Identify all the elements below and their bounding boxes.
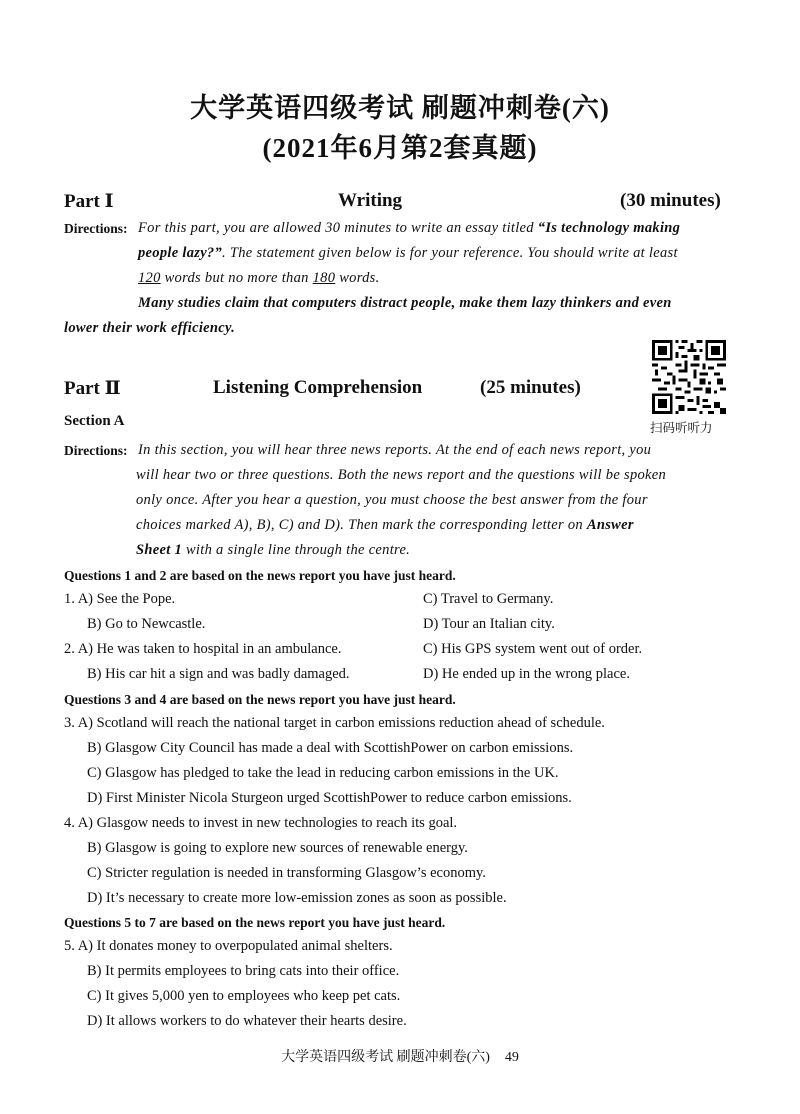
page-number: 49 (504, 1050, 519, 1065)
part1-time: (30 minutes) (620, 190, 721, 211)
part1-directions-line1: For this part, you are allowed 30 minutes to write an essay titled “Is technology making (138, 220, 681, 236)
q2-option-c: C) His GPS system went out of order. (423, 641, 643, 657)
part1-directions-label: Directions: (64, 221, 128, 236)
q4-option-c: C) Stricter regulation is needed in transforming Glasgow’s economy. (87, 865, 486, 881)
q3-option-c: C) Glasgow has pledged to take the lead in reducing carbon emissions in the UK. (87, 765, 559, 781)
page-title: 大学英语四级考试 刷题冲刺卷(六) (190, 93, 610, 123)
page-subtitle: (2021年6月第2套真题) (262, 133, 538, 163)
q4-option-b: B) Glasgow is going to explore new sources of renewable energy. (87, 840, 468, 856)
q3-option-b: B) Glasgow City Council has made a deal with ScottishPower on carbon emissions. (87, 740, 574, 756)
part1-directions-line3: 120 words but no more than 180 words. (138, 270, 380, 286)
q1-option-c: C) Travel to Germany. (423, 591, 554, 607)
q4-option-d: D) It’s necessary to create more low-emission zones as soon as possible. (87, 890, 507, 906)
section-a-heading: Section A (64, 413, 125, 429)
q5-option-b: B) It permits employees to bring cats into their office. (87, 963, 400, 979)
footer-title: 大学英语四级考试 刷题冲刺卷(六) (281, 1050, 490, 1065)
question-group-heading: Questions 1 and 2 are based on the news report you have just heard. (64, 568, 456, 583)
question-group-heading: Questions 5 to 7 are based on the news report you have just heard. (64, 915, 446, 930)
qr-caption: 扫码听听力 (650, 420, 713, 435)
part2-directions-line2: will hear two or three questions. Both the news report and the questions will be spoken (136, 467, 667, 483)
q3-option-d: D) First Minister Nicola Sturgeon urged ScottishPower to reduce carbon emissions. (87, 790, 572, 806)
q2-option-b: B) His car hit a sign and was badly damaged. (87, 666, 350, 682)
q1-option-d: D) Tour an Italian city. (423, 616, 555, 632)
part2-directions-line3: only once. After you hear a question, you must choose the best answer from the four (136, 492, 648, 508)
part2-directions-line1: In this section, you will hear three news reports. At the end of each news report, you (138, 442, 652, 458)
essay-statement-line2: lower their work efficiency. (64, 320, 236, 336)
q1-option-a: 1. A) See the Pope. (64, 591, 176, 607)
essay-statement-line1: Many studies claim that computers distract people, make them lazy thinkers and even (138, 295, 672, 311)
q5-option-d: D) It allows workers to do whatever their hearts desire. (87, 1013, 407, 1029)
q1-option-b: B) Go to Newcastle. (87, 616, 206, 632)
qr-code-icon[interactable] (652, 340, 726, 414)
part2-time: (25 minutes) (480, 377, 581, 398)
part1-title: Writing (338, 190, 403, 211)
part2-directions-label: Directions: (64, 443, 128, 458)
q5-option-a: 5. A) It donates money to overpopulated animal shelters. (64, 938, 393, 954)
q2-option-a: 2. A) He was taken to hospital in an ambulance. (64, 641, 342, 657)
page-footer (0, 1046, 800, 1066)
part2-directions-line4: choices marked A), B), C) and D). Then mark the corresponding letter on Answer (136, 517, 634, 533)
q2-option-d: D) He ended up in the wrong place. (423, 666, 630, 682)
q5-option-c: C) It gives 5,000 yen to employees who keep pet cats. (87, 988, 401, 1004)
part2-label: Part Ⅱ (64, 378, 121, 399)
part1-directions-line2: people lazy?”. The statement given below is for your reference. You should write at least (138, 245, 678, 261)
question-group-heading: Questions 3 and 4 are based on the news report you have just heard. (64, 692, 456, 707)
part2-title: Listening Comprehension (213, 377, 423, 398)
part1-label: Part Ⅰ (64, 191, 114, 212)
q3-option-a: 3. A) Scotland will reach the national target in carbon emissions reduction ahead of schedule. (64, 715, 605, 731)
part2-directions-line5: Sheet 1 with a single line through the centre. (136, 542, 411, 558)
q4-option-a: 4. A) Glasgow needs to invest in new technologies to reach its goal. (64, 815, 458, 831)
